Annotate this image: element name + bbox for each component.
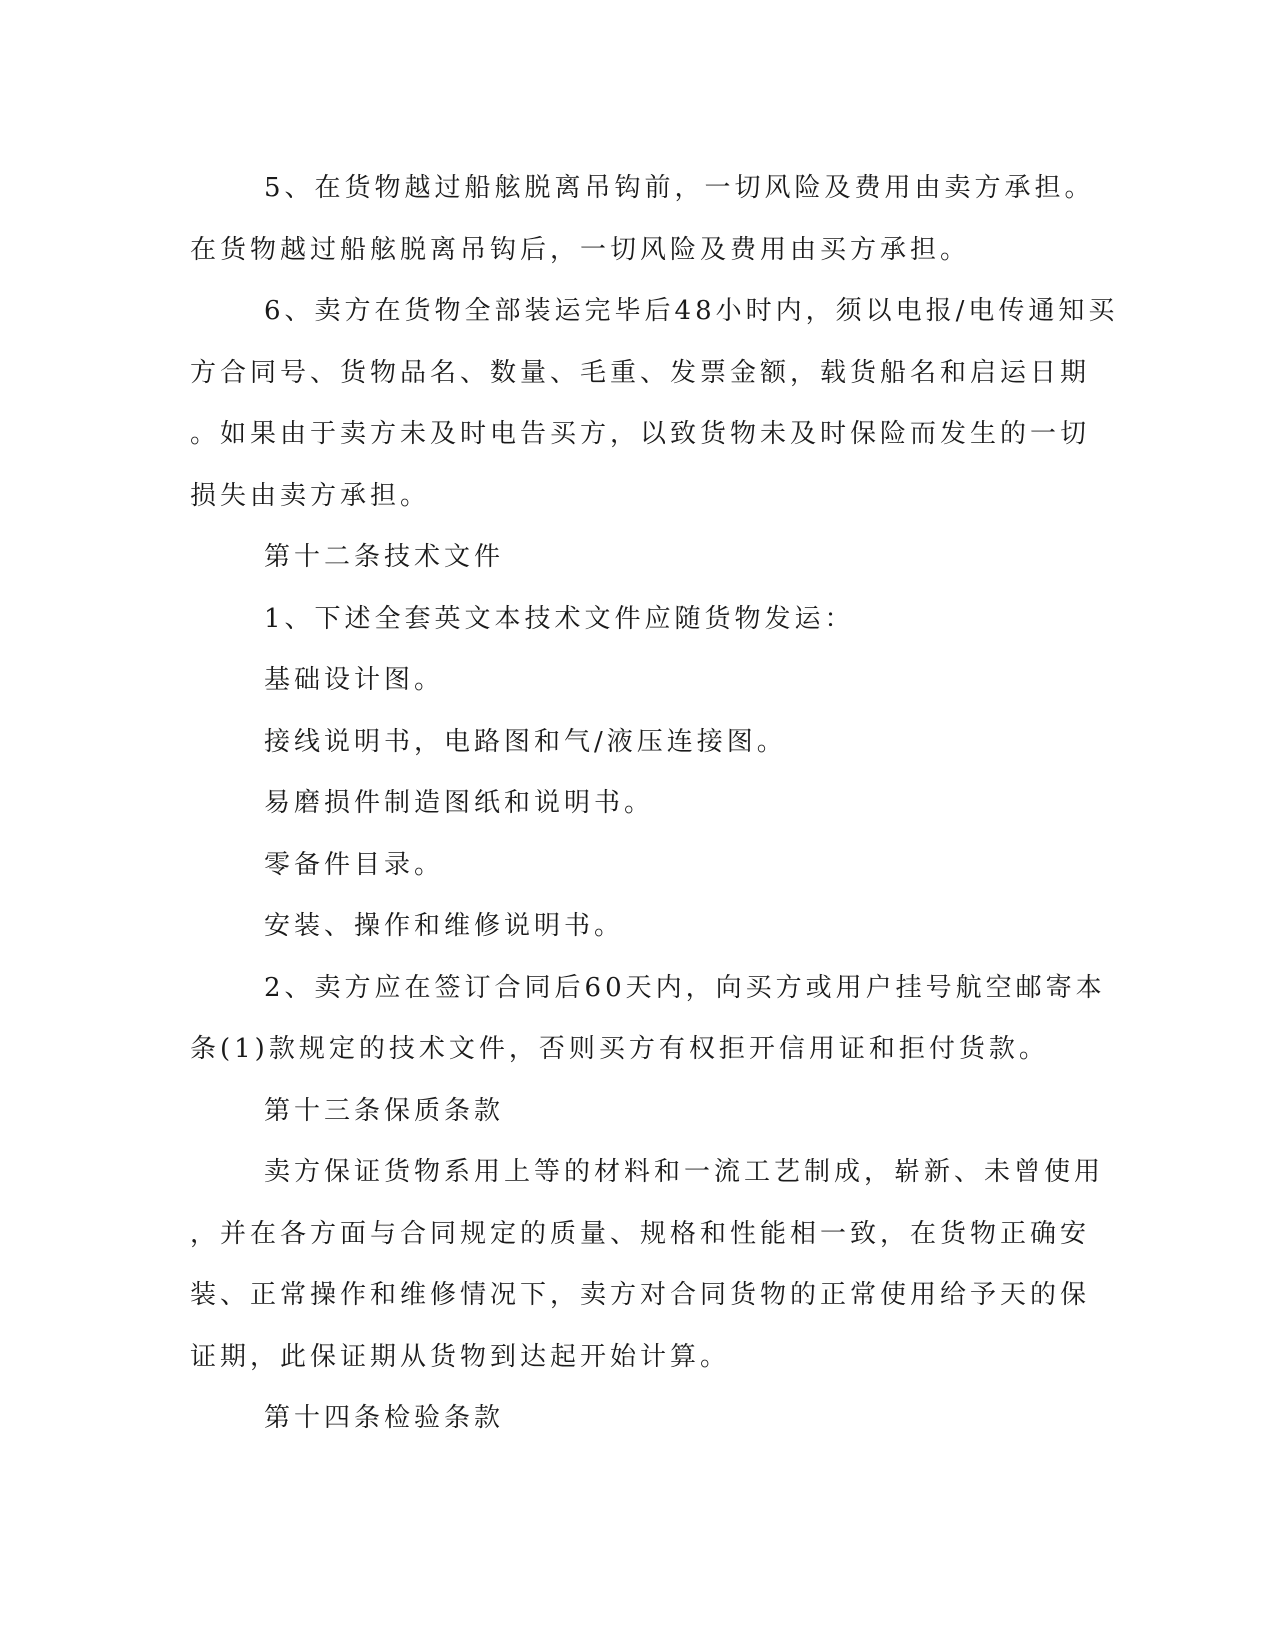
document-body [190,158,1119,1450]
text-line-6: 损失由卖方承担。 [190,480,431,511]
list-item-4: 零备件目录。 [264,849,445,880]
text-line-1: 5、在货物越过船舷脱离吊钩前，一切风险及费用由卖方承担。 [264,173,1095,203]
list-item-2: 接线说明书，电路图和气/液压连接图。 [264,726,787,757]
text-line-14: 2、卖方应在签订合同后60天内，向买方或用户挂号航空邮寄本 [264,972,1106,1003]
text-line-18: ，并在各方面与合同规定的质量、规格和性能相一致，在货物正确安 [190,1218,1091,1249]
list-item-1: 基础设计图。 [264,665,445,695]
text-line-3: 6、卖方在货物全部装运完毕后48小时内，须以电报/电传通知买 [264,296,1119,326]
text-line-17: 卖方保证货物系用上等的材料和一流工艺制成，崭新、未曾使用 [264,1157,1105,1187]
text-line-2: 在货物越过船舷脱离吊钩后，一切风险及费用由买方承担。 [190,234,971,265]
text-line-20: 证期，此保证期从货物到达起开始计算。 [190,1341,731,1372]
list-item-3: 易磨损件制造图纸和说明书。 [264,788,655,818]
list-item-5: 安装、操作和维修说明书。 [264,911,625,941]
text-line-15: 条(1)款规定的技术文件，否则买方有权拒开信用证和拒付货款。 [190,1034,1049,1064]
section-heading-12: 第十二条技术文件 [264,542,505,572]
text-line-8: 1、下述全套英文本技术文件应随货物发运： [264,603,855,634]
section-heading-13: 第十三条保质条款 [264,1095,505,1126]
section-heading-14: 第十四条检验条款 [264,1403,505,1433]
text-line-5: 。如果由于卖方未及时电告买方，以致货物未及时保险而发生的一切 [190,419,1091,449]
text-line-4: 方合同号、货物品名、数量、毛重、发票金额，载货船名和启运日期 [190,357,1091,388]
text-line-19: 装、正常操作和维修情况下，卖方对合同货物的正常使用给予天的保 [190,1280,1091,1310]
